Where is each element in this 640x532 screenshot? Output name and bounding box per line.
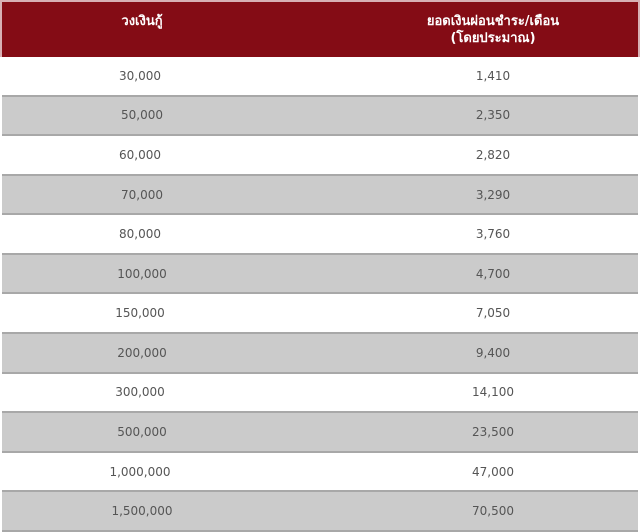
monthly-payment-cell: 2,350 xyxy=(475,108,511,123)
table-row xyxy=(0,374,640,412)
loan-amount-cell: 60,000 xyxy=(119,147,161,162)
table-row xyxy=(2,174,638,216)
table-row xyxy=(2,490,638,532)
header-loan-amount: วงเงินกู้ xyxy=(121,14,163,29)
table-row xyxy=(0,294,640,332)
table-row xyxy=(2,95,638,137)
monthly-payment-cell: 23,500 xyxy=(472,424,514,439)
monthly-payment-cell: 9,400 xyxy=(475,345,511,360)
header-monthly-payment-line2: (โดยประมาณ) xyxy=(450,31,536,46)
monthly-payment-cell: 2,820 xyxy=(475,147,511,162)
monthly-payment-cell: 4,700 xyxy=(475,266,511,281)
monthly-payment-cell: 3,760 xyxy=(475,227,511,242)
monthly-payment-cell: 14,100 xyxy=(472,385,514,400)
table-row xyxy=(2,411,638,453)
loan-amount-cell: 80,000 xyxy=(119,227,161,242)
loan-amount-cell: 100,000 xyxy=(117,266,167,281)
loan-amount-cell: 200,000 xyxy=(117,345,167,360)
header-monthly-payment xyxy=(282,13,638,47)
monthly-payment-cell: 7,050 xyxy=(475,306,511,321)
table-row xyxy=(0,453,640,491)
monthly-payment-cell: 3,290 xyxy=(475,187,511,202)
table-header-row xyxy=(0,0,640,57)
loan-amount-cell: 300,000 xyxy=(115,385,165,400)
loan-amount-cell: 500,000 xyxy=(117,424,167,439)
loan-amount-cell: 1,500,000 xyxy=(111,504,173,519)
table-body xyxy=(0,57,640,532)
loan-amount-cell: 1,000,000 xyxy=(109,464,171,479)
loan-amount-cell: 50,000 xyxy=(121,108,163,123)
monthly-payment-cell: 1,410 xyxy=(475,68,511,83)
monthly-payment-cell: 47,000 xyxy=(472,464,514,479)
table-row xyxy=(2,253,638,295)
loan-amount-cell: 70,000 xyxy=(121,187,163,202)
table-row xyxy=(0,57,640,95)
monthly-payment-cell: 70,500 xyxy=(472,504,514,519)
loan-amount-cell: 150,000 xyxy=(115,306,165,321)
table-row xyxy=(2,332,638,374)
table-row xyxy=(0,136,640,174)
loan-amount-cell: 30,000 xyxy=(119,68,161,83)
header-monthly-payment-line1: ยอดเงินผ่อนชำระ/เดือน xyxy=(426,14,560,29)
table-row xyxy=(0,215,640,253)
